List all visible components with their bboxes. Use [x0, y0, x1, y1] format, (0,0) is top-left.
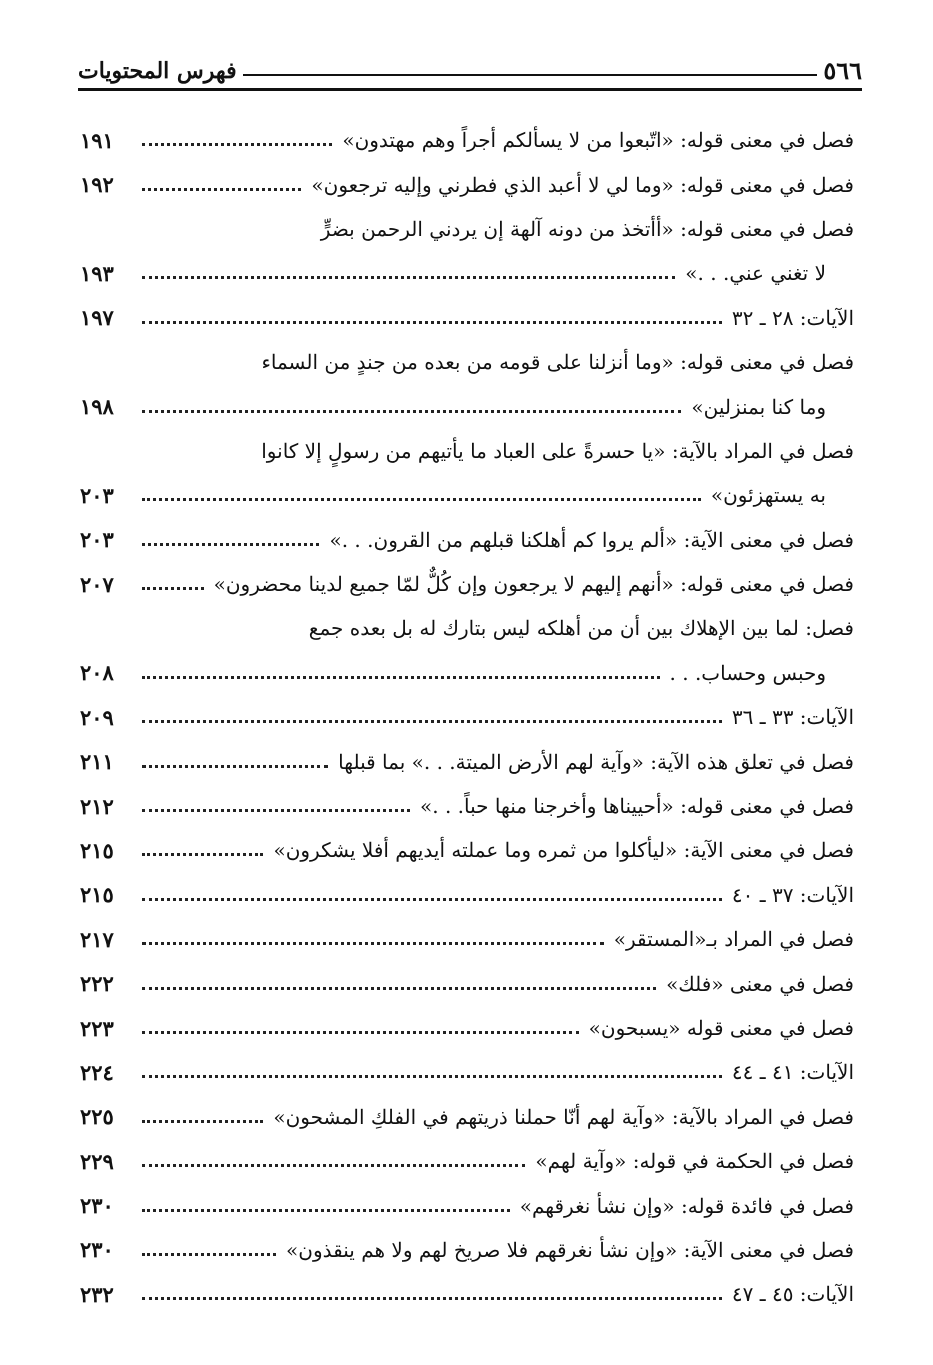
toc-entry — [80, 473, 854, 517]
toc-entry-page: ٢١٧ — [80, 926, 114, 952]
toc-entry-title: الآيات: ٤١ ـ ٤٤ — [731, 1060, 854, 1085]
toc-entry — [80, 606, 854, 650]
toc-entry — [80, 251, 854, 295]
toc-entry-title: فصل في معنى قوله: «أحييناها وأخرجنا منها حباً. . .» — [420, 794, 854, 819]
page-header — [78, 40, 862, 86]
toc-entry — [80, 207, 854, 251]
dot-leader — [142, 142, 332, 146]
toc-entry-page: ٢١٥ — [80, 882, 114, 908]
toc-entry-title: وما كنا بمنزلين» — [691, 394, 826, 419]
toc-entry — [80, 118, 854, 162]
toc-entry-page: ٢٠٧ — [80, 571, 114, 597]
toc-entry-page: ١٩٧ — [80, 305, 114, 331]
dot-leader — [142, 320, 722, 324]
toc-entry-title: فصل: لما بين الإهلاك بين أن من أهلكه ليس بتارك له بل بعده جمع — [308, 616, 854, 641]
toc-entry-title: فصل في المراد بـ«المستقر» — [613, 927, 854, 952]
toc-entry — [80, 917, 854, 961]
toc-entry — [80, 518, 854, 562]
toc-entry-title: فصل في معنى الآية: «ليأكلوا من ثمره وما عملته أيديهم أفلا يشكرون» — [273, 838, 854, 863]
dot-leader — [142, 1252, 276, 1256]
toc-entry-title: فصل في معنى قوله: «أنهم إليهم لا يرجعون وإن كُلٌّ لمّا جميع لدينا محضرون» — [213, 572, 854, 597]
dot-leader — [142, 986, 656, 990]
toc-entry-title: الآيات: ٣٣ ـ ٣٦ — [731, 705, 854, 730]
toc-entry-title: فصل في الحكمة في قوله: «وآية لهم» — [535, 1149, 854, 1174]
toc-entry — [80, 1050, 854, 1094]
toc-entry-title: به يستهزئون» — [710, 483, 826, 508]
dot-leader — [142, 1296, 722, 1300]
dot-leader — [142, 1208, 510, 1212]
toc-entry — [80, 1139, 854, 1183]
toc-entry-page: ٢٣٠ — [80, 1193, 114, 1219]
toc-entry-page: ٢٢٤ — [80, 1059, 114, 1085]
toc-entry — [80, 739, 854, 783]
toc-entry-title: فصل في معنى الآية: «ألم يروا كم أهلكنا قبلهم من القرون. . .» — [329, 527, 854, 552]
dot-leader — [142, 409, 681, 413]
dot-leader — [142, 897, 722, 901]
toc-entry-page: ٢١١ — [80, 749, 114, 775]
toc-entry-page: ١٩٢ — [80, 172, 114, 198]
toc-entry-title: الآيات: ٢٨ ـ ٣٢ — [731, 305, 854, 330]
dot-leader — [142, 187, 301, 191]
dot-leader — [142, 1074, 722, 1078]
toc-entry-page: ١٩٨ — [80, 394, 114, 420]
dot-leader — [142, 497, 701, 501]
toc-entry-page: ٢٢٣ — [80, 1015, 114, 1041]
toc-entry — [80, 961, 854, 1005]
dot-leader — [142, 542, 319, 546]
dot-leader — [142, 1119, 263, 1123]
toc-entry — [80, 828, 854, 872]
toc-entry-page: ٢٣٠ — [80, 1237, 114, 1263]
toc-entry-title: وحبس وحساب. . . — [669, 660, 826, 685]
toc-entry — [80, 296, 854, 340]
toc-entry-title: الآيات: ٣٧ ـ ٤٠ — [731, 882, 854, 907]
toc-entry — [80, 562, 854, 606]
toc-entry-title: فصل في معنى الآية: «وإن نشأ نغرقهم فلا صريخ لهم ولا هم ينقذون» — [286, 1237, 854, 1262]
toc-entry — [80, 1095, 854, 1139]
toc-entry — [80, 384, 854, 428]
toc-entry-page: ٢٣٢ — [80, 1281, 114, 1307]
toc-entry-page: ٢٠٨ — [80, 660, 114, 686]
page-number: ٥٦٦ — [823, 56, 862, 85]
dot-leader — [142, 719, 722, 723]
header-rule — [78, 88, 862, 91]
dot-leader — [142, 586, 204, 590]
toc-entry-page: ٢٠٣ — [80, 482, 114, 508]
toc-entry-page: ٢١٢ — [80, 793, 114, 819]
toc-entry — [80, 1272, 854, 1316]
toc-entry — [80, 162, 854, 206]
dot-leader — [142, 1030, 579, 1034]
toc-entry — [80, 429, 854, 473]
toc-entry-title: الآيات: ٤٥ ـ ٤٧ — [731, 1282, 854, 1307]
toc-entry-title: فصل في معنى قوله: «وما لي لا أعبد الذي فطرني وإليه ترجعون» — [311, 172, 854, 197]
toc-entry-page: ٢٢٥ — [80, 1104, 114, 1130]
toc-entry-title: فصل في معنى قوله: «اتّبعوا من لا يسألكم أجراً وهم مهتدون» — [342, 128, 854, 153]
toc-entry-page: ٢٠٩ — [80, 704, 114, 730]
toc-entry-page: ٢٠٣ — [80, 527, 114, 553]
toc-entry — [80, 1183, 854, 1227]
header-leader-line — [243, 74, 818, 76]
toc-entry — [80, 1006, 854, 1050]
toc-entry-title: فصل في تعلق هذه الآية: «وآية لهم الأرض الميتة. . .» بما قبلها — [338, 749, 854, 774]
dot-leader — [142, 675, 660, 679]
toc-entry-title: فصل في معنى قوله «يسبحون» — [588, 1016, 854, 1040]
toc-entry-title: فصل في المراد بالآية: «يا حسرةً على العباد ما يأتيهم من رسولٍ إلا كانوا — [261, 438, 854, 463]
dot-leader — [142, 808, 410, 812]
dot-leader — [142, 275, 675, 279]
toc-entry-page: ١٩١ — [80, 127, 114, 153]
running-title: فهرس المحتويات — [78, 58, 237, 84]
toc-entry-page: ٢١٥ — [80, 837, 114, 863]
toc-entry — [80, 651, 854, 695]
toc-entry-title: فصل في معنى «فلك» — [666, 971, 854, 996]
toc-entry-title: فصل في معنى قوله: «أأتخذ من دونه آلهة إن يردني الرحمن بضرٍّ — [320, 216, 854, 241]
toc-entry — [80, 340, 854, 384]
dot-leader — [142, 1163, 525, 1167]
toc-entry-page: ٢٢٩ — [80, 1148, 114, 1174]
dot-leader — [142, 764, 328, 768]
toc-entry-title: فصل في معنى قوله: «وما أنزلنا على قومه من بعده من جندٍ من السماء — [261, 350, 854, 375]
dot-leader — [142, 852, 263, 856]
dot-leader — [142, 941, 604, 945]
toc-entry — [80, 873, 854, 917]
toc-entry-title: لا تغني عني. . .» — [685, 261, 826, 286]
table-of-contents — [80, 118, 854, 1317]
toc-entry — [80, 1228, 854, 1272]
toc-entry-page: ١٩٣ — [80, 260, 114, 286]
toc-entry-title: فصل في فائدة قوله: «وإن نشأ نغرقهم» — [519, 1193, 854, 1218]
toc-entry — [80, 784, 854, 828]
toc-entry — [80, 695, 854, 739]
toc-entry-page: ٢٢٢ — [80, 971, 114, 997]
toc-entry-title: فصل في المراد بالآية: «وآية لهم أنّا حملنا ذريتهم في الفلكِ المشحون» — [273, 1104, 854, 1129]
